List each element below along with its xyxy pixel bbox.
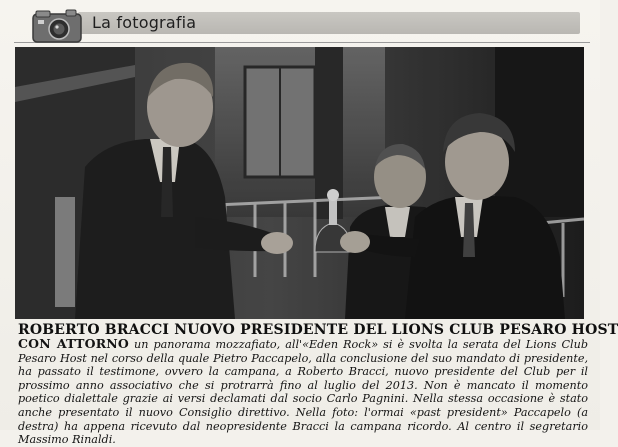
news-photo xyxy=(15,47,584,319)
news-photo-illustration xyxy=(15,47,584,319)
article-headline: ROBERTO BRACCI NUOVO PRESIDENTE DEL LIONS CLUB PESARO HOST xyxy=(18,322,618,338)
camera-icon xyxy=(30,6,84,46)
article-lead-in: CON ATTORNO xyxy=(18,336,130,351)
article-body xyxy=(18,337,588,447)
article-body-text: un panorama mozzafiato, all'«Eden Rock» si è svolta la serata del Lions Club Pesaro Host nel corso della quale Pietro Paccapelo, alla conclusione del suo mandato di presidente, ha passato il testimone, ovvero la campana, a Roberto Bracci, nuovo presidente del Club per il prossimo anno associativo che si protrarrà fino al luglio del 2013. Non è mancato il momento poetico dialettale grazie ai versi declamati dal socio Carlo Pagnini. Nella stessa occasione è stato anche presentato il nuovo Consiglio direttivo. Nella foto: l'ormai «past president» Paccapelo (a destra) ha appena ricevuto dal neopresidente Bracci la campana ricordo. Al centro il segretario Massimo Rinaldi. xyxy=(18,338,588,447)
section-title: La fotografia xyxy=(92,13,197,32)
